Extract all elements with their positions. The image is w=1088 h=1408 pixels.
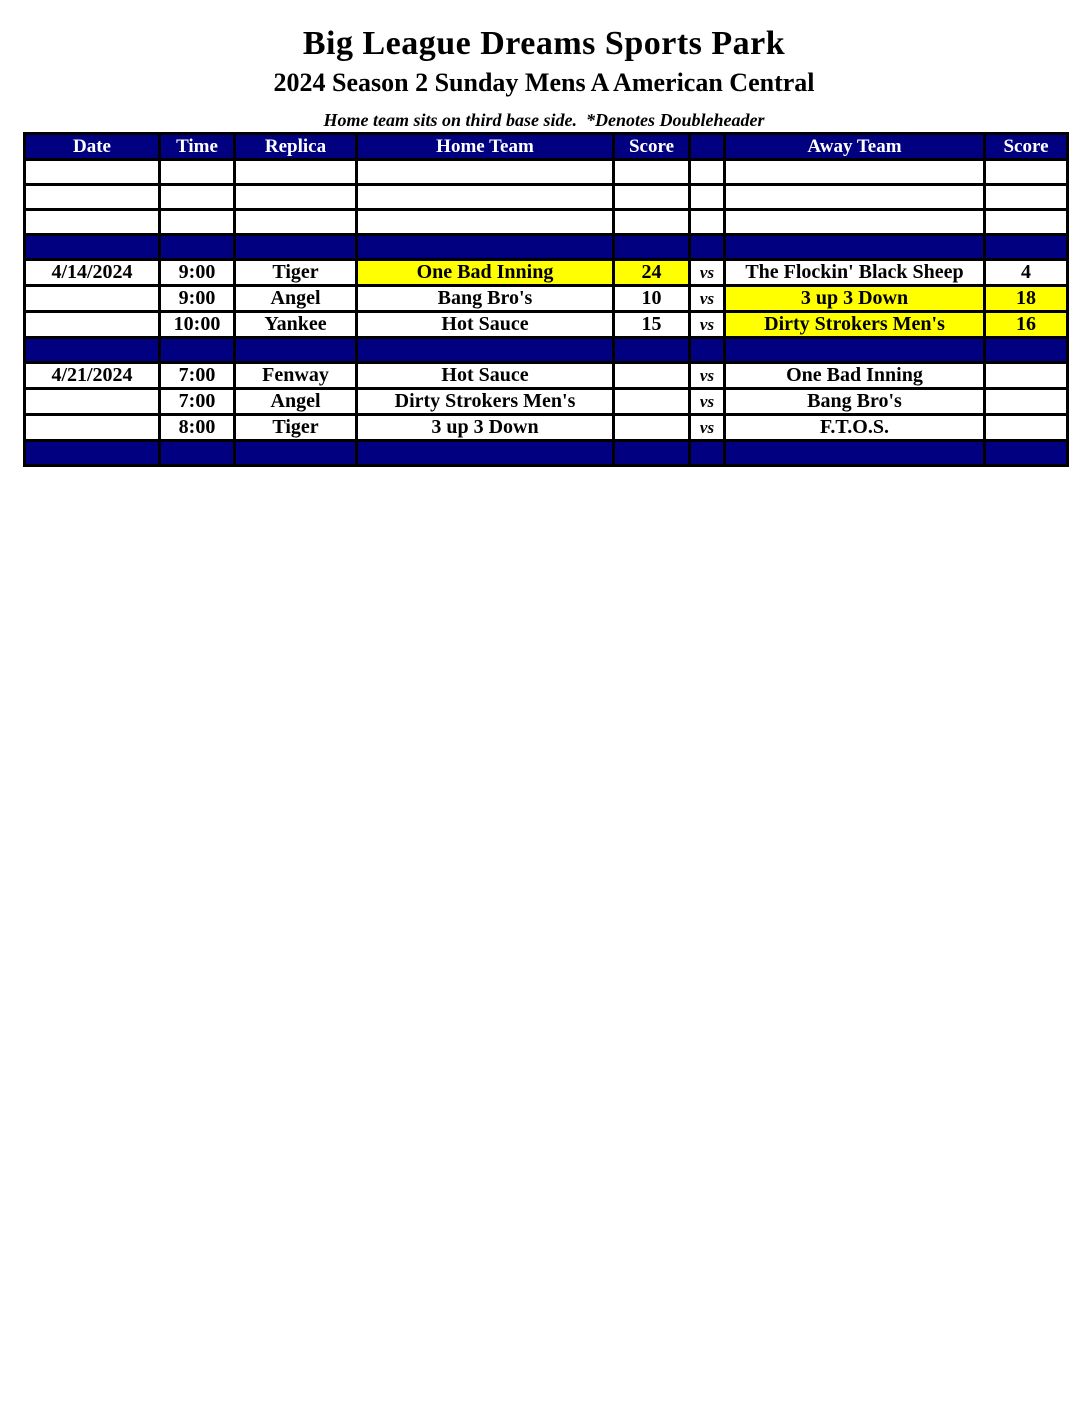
- blank-cell: [160, 160, 235, 185]
- date-cell: [25, 312, 160, 338]
- column-header-vs: [690, 134, 725, 160]
- separator-cell: [614, 441, 690, 466]
- away-team-cell: Bang Bro's: [725, 389, 985, 415]
- replica-cell: Yankee: [235, 312, 357, 338]
- home-team-cell: Bang Bro's: [357, 286, 614, 312]
- blank-cell: [725, 210, 985, 235]
- separator-cell: [357, 235, 614, 260]
- home-score-cell: 10: [614, 286, 690, 312]
- separator-cell: [614, 235, 690, 260]
- blank-row: [25, 185, 1068, 210]
- replica-cell: Tiger: [235, 415, 357, 441]
- home-team-cell: One Bad Inning: [357, 260, 614, 286]
- away-team-cell: F.T.O.S.: [725, 415, 985, 441]
- away-score-cell: 4: [985, 260, 1068, 286]
- separator-cell: [725, 441, 985, 466]
- blank-row: [25, 210, 1068, 235]
- column-header-away-team: Away Team: [725, 134, 985, 160]
- home-team-cell: Hot Sauce: [357, 363, 614, 389]
- vs-label: vs: [690, 260, 725, 286]
- game-row: [25, 260, 1068, 286]
- replica-cell: Angel: [235, 389, 357, 415]
- blank-cell: [160, 185, 235, 210]
- separator-cell: [985, 441, 1068, 466]
- vs-label: vs: [690, 312, 725, 338]
- away-score-cell: [985, 363, 1068, 389]
- blank-cell: [614, 210, 690, 235]
- away-team-cell: Dirty Strokers Men's: [725, 312, 985, 338]
- away-team-cell: One Bad Inning: [725, 363, 985, 389]
- separator-cell: [160, 441, 235, 466]
- replica-cell: Angel: [235, 286, 357, 312]
- blank-cell: [357, 210, 614, 235]
- table-header-row: [25, 134, 1068, 160]
- time-cell: 7:00: [160, 389, 235, 415]
- time-cell: 7:00: [160, 363, 235, 389]
- game-row: [25, 389, 1068, 415]
- away-score-cell: 16: [985, 312, 1068, 338]
- blank-cell: [357, 160, 614, 185]
- separator-cell: [614, 338, 690, 363]
- blank-cell: [357, 185, 614, 210]
- separator-cell: [235, 338, 357, 363]
- replica-cell: Tiger: [235, 260, 357, 286]
- date-cell: 4/21/2024: [25, 363, 160, 389]
- time-cell: 8:00: [160, 415, 235, 441]
- column-header-replica: Replica: [235, 134, 357, 160]
- home-score-cell: 15: [614, 312, 690, 338]
- separator-row: [25, 338, 1068, 363]
- home-score-cell: [614, 389, 690, 415]
- blank-cell: [25, 210, 160, 235]
- column-header-away-score: Score: [985, 134, 1068, 160]
- vs-label: vs: [690, 415, 725, 441]
- away-score-cell: [985, 415, 1068, 441]
- time-cell: 9:00: [160, 260, 235, 286]
- date-cell: [25, 286, 160, 312]
- separator-cell: [690, 441, 725, 466]
- separator-cell: [25, 235, 160, 260]
- replica-cell: Fenway: [235, 363, 357, 389]
- home-score-cell: [614, 363, 690, 389]
- blank-cell: [690, 210, 725, 235]
- blank-cell: [25, 185, 160, 210]
- separator-cell: [160, 235, 235, 260]
- document-header: [0, 0, 1088, 130]
- separator-cell: [725, 235, 985, 260]
- vs-label: vs: [690, 286, 725, 312]
- game-row: [25, 312, 1068, 338]
- home-team-cell: Dirty Strokers Men's: [357, 389, 614, 415]
- time-cell: 9:00: [160, 286, 235, 312]
- away-team-cell: The Flockin' Black Sheep: [725, 260, 985, 286]
- home-score-cell: [614, 415, 690, 441]
- blank-cell: [160, 210, 235, 235]
- separator-row: [25, 441, 1068, 466]
- separator-cell: [985, 338, 1068, 363]
- separator-cell: [160, 338, 235, 363]
- separator-cell: [25, 338, 160, 363]
- blank-row: [25, 160, 1068, 185]
- separator-cell: [725, 338, 985, 363]
- game-row: [25, 286, 1068, 312]
- blank-cell: [614, 185, 690, 210]
- date-cell: 4/14/2024: [25, 260, 160, 286]
- separator-row: [25, 235, 1068, 260]
- blank-cell: [985, 160, 1068, 185]
- separator-cell: [690, 338, 725, 363]
- date-cell: [25, 389, 160, 415]
- away-score-cell: 18: [985, 286, 1068, 312]
- blank-cell: [614, 160, 690, 185]
- blank-cell: [690, 160, 725, 185]
- separator-cell: [25, 441, 160, 466]
- separator-cell: [690, 235, 725, 260]
- home-team-cell: 3 up 3 Down: [357, 415, 614, 441]
- home-score-cell: 24: [614, 260, 690, 286]
- blank-cell: [235, 160, 357, 185]
- vs-label: vs: [690, 363, 725, 389]
- date-cell: [25, 415, 160, 441]
- blank-cell: [235, 185, 357, 210]
- blank-cell: [725, 185, 985, 210]
- separator-cell: [357, 441, 614, 466]
- page-title: Big League Dreams Sports Park: [302, 25, 786, 62]
- away-score-cell: [985, 389, 1068, 415]
- home-team-cell: Hot Sauce: [357, 312, 614, 338]
- game-row: [25, 415, 1068, 441]
- separator-cell: [985, 235, 1068, 260]
- column-header-home-team: Home Team: [357, 134, 614, 160]
- column-header-home-score: Score: [614, 134, 690, 160]
- game-row: [25, 363, 1068, 389]
- page-subtitle: 2024 Season 2 Sunday Mens A American Central: [273, 68, 815, 97]
- column-header-date: Date: [25, 134, 160, 160]
- page-note: Home team sits on third base side. *Denotes Doubleheader: [323, 110, 765, 130]
- away-team-cell: 3 up 3 Down: [725, 286, 985, 312]
- separator-cell: [357, 338, 614, 363]
- blank-cell: [985, 185, 1068, 210]
- vs-label: vs: [690, 389, 725, 415]
- blank-cell: [690, 185, 725, 210]
- separator-cell: [235, 441, 357, 466]
- separator-cell: [235, 235, 357, 260]
- column-header-time: Time: [160, 134, 235, 160]
- blank-cell: [725, 160, 985, 185]
- blank-cell: [25, 160, 160, 185]
- blank-cell: [235, 210, 357, 235]
- time-cell: 10:00: [160, 312, 235, 338]
- blank-cell: [985, 210, 1068, 235]
- schedule-table: [23, 132, 1069, 467]
